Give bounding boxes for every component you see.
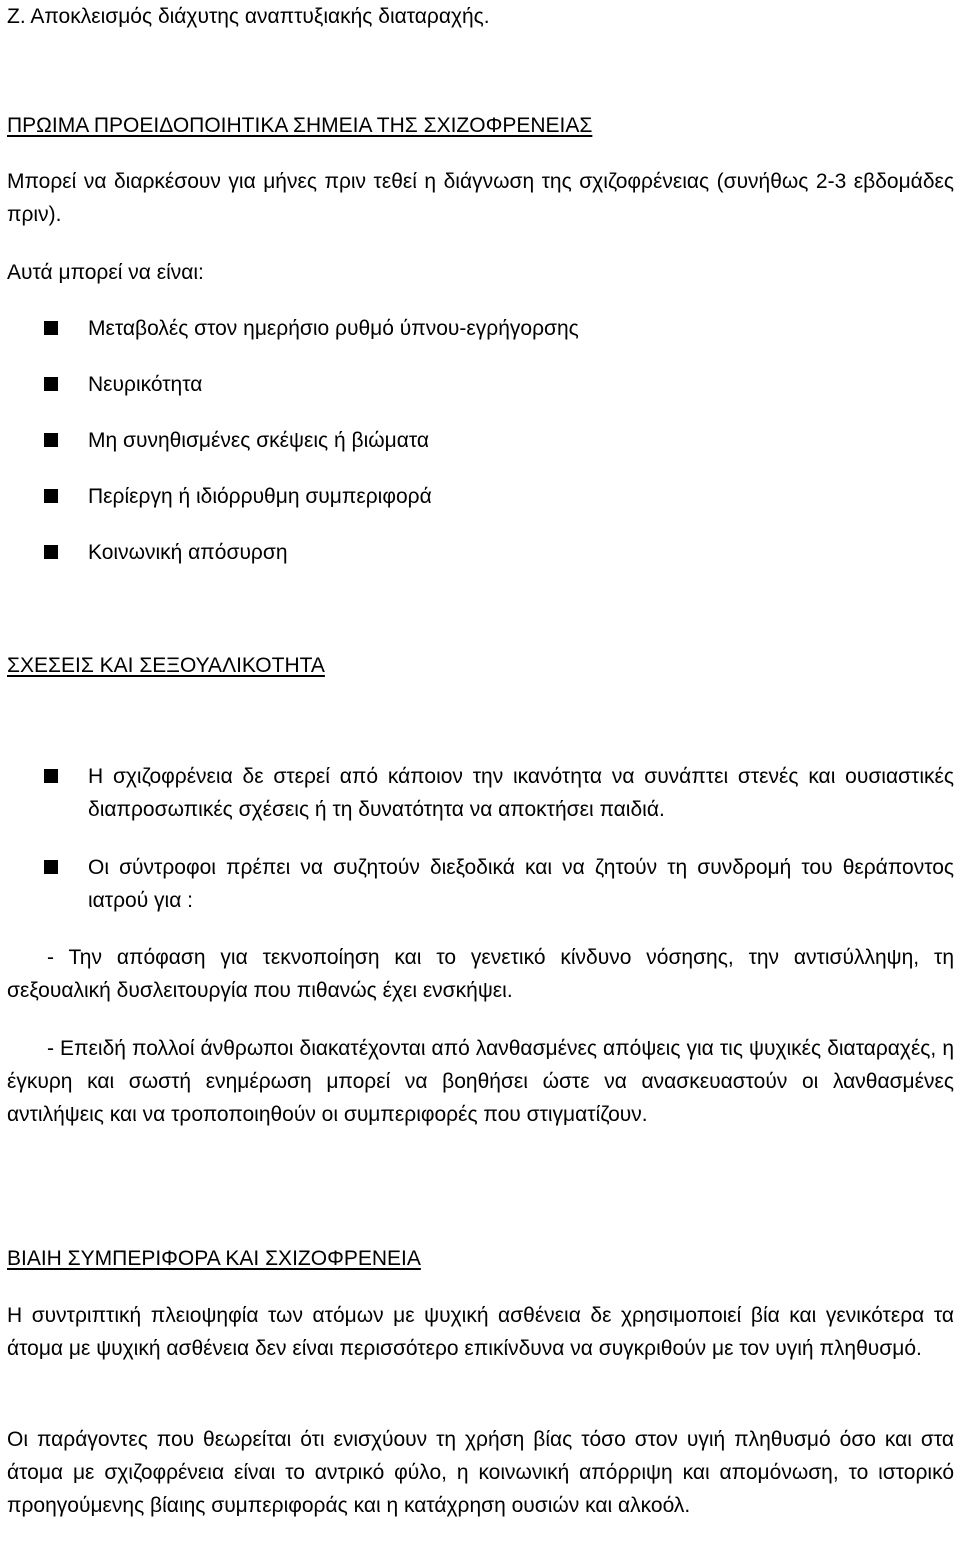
section1-paragraph: Μπορεί να διαρκέσουν για μήνες πριν τεθεί η διάγνωση της σχιζοφρένειας (συνήθως 2-3 εβδομάδες πριν). — [7, 170, 954, 226]
list-item-text: Μεταβολές στον ημερήσιο ρυθμό ύπνου-εγρήγορσης — [88, 317, 579, 340]
list-item-text: Οι σύντροφοι πρέπει να συζητούν διεξοδικά και να ζητούν τη συνδρομή του θεράποντος ιατρού για : — [88, 856, 954, 912]
square-bullet-icon — [44, 860, 58, 874]
list-item-text: Κοινωνική απόσυρση — [88, 541, 288, 564]
section-heading-violence: ΒΙΑΙΗ ΣΥΜΠΕΡΙΦΟΡΑ ΚΑΙ ΣΧΙΖΟΦΡΕΝΕΙΑ — [7, 1247, 421, 1270]
section2-item-family-planning: - Την απόφαση για τεκνοποίηση και το γενετικό κίνδυνο νόσησης, την αντισύλληψη, τη σεξουαλική δυσλειτουργία που πιθανώς έχει ενσκήψει. — [7, 946, 954, 1002]
square-bullet-icon — [44, 769, 58, 783]
list-item-text: Η σχιζοφρένεια δε στερεί από κάποιον την ικανότητα να συνάπτει στενές και ουσιαστικές διαπροσωπικές σχέσεις ή τη δυνατότητα να αποκτήσει παιδιά. — [88, 765, 954, 821]
section-heading-early-signs: ΠΡΩΙΜΑ ΠΡΟΕΙΔΟΠΟΙΗΤΙΚΑ ΣΗΜΕΙΑ ΤΗΣ ΣΧΙΖΟΦΡΕΝΕΙΑΣ — [7, 114, 593, 137]
square-bullet-icon — [44, 489, 58, 503]
intro-line: Ζ. Αποκλεισμός διάχυτης αναπτυξιακής διαταραχής. — [7, 5, 490, 28]
section3-paragraph-1: Η συντριπτική πλειοψηφία των ατόμων με ψυχική ασθένεια δε χρησιμοποιεί βία και γενικότερα τα άτομα με ψυχική ασθένεια δεν είναι περισσότερο επικίνδυνα να συγκριθούν με τον υγιή πληθυσμό. — [7, 1304, 954, 1360]
list-item-text: Νευρικότητα — [88, 373, 203, 396]
section-heading-relationships: ΣΧΕΣΕΙΣ ΚΑΙ ΣΕΞΟΥΑΛΙΚΟΤΗΤΑ — [7, 654, 325, 677]
square-bullet-icon — [44, 545, 58, 559]
square-bullet-icon — [44, 377, 58, 391]
list-item-text: Μη συνηθισμένες σκέψεις ή βιώματα — [88, 429, 430, 452]
section1-lead: Αυτά μπορεί να είναι: — [7, 261, 204, 284]
square-bullet-icon — [44, 321, 58, 335]
section3-paragraph-2: Οι παράγοντες που θεωρείται ότι ενισχύουν τη χρήση βίας τόσο στον υγιή πληθυσμό όσο και στα άτομα με σχιζοφρένεια είναι το αντρικό φύλο, η κοινωνική απόρριψη και απομόνωση, το ιστορικό προηγούμενης βίαιης συμπεριφοράς και η κατάχρηση ουσιών και αλκοόλ. — [7, 1428, 954, 1517]
list-item-text: Περίεργη ή ιδιόρρυθμη συμπεριφορά — [88, 485, 432, 508]
section2-item-misconceptions: - Επειδή πολλοί άνθρωποι διακατέχονται από λανθασμένες απόψεις για τις ψυχικές διαταραχές, η έγκυρη και σωστή ενημέρωση μπορεί να βοηθήσει ώστε να ανασκευαστούν οι λανθασμένες αντιλήψεις και να τροποποιηθούν οι συμπεριφορές που στιγματίζουν. — [7, 1037, 954, 1126]
square-bullet-icon — [44, 433, 58, 447]
